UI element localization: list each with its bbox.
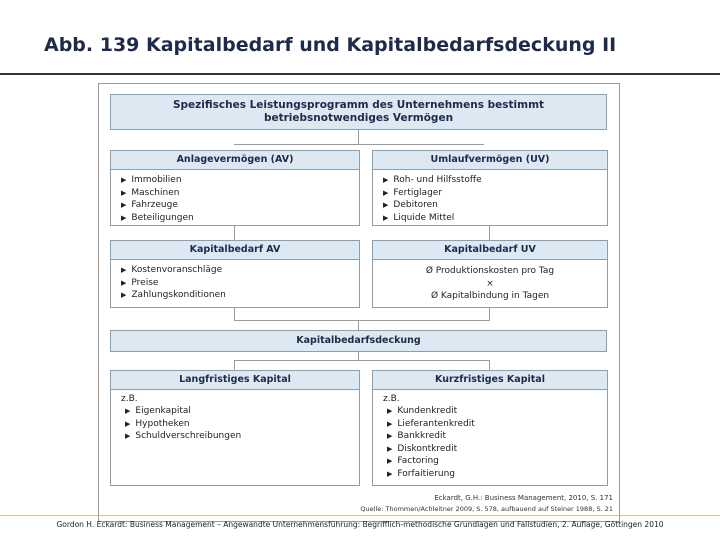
arrow-icon: ▶ [121, 291, 127, 299]
kapitalbedarf-av-box [110, 240, 360, 308]
connector-kurz [489, 360, 490, 370]
connector-av [234, 226, 235, 240]
list-item: ▶ Kostenvoranschläge [121, 265, 223, 275]
list-item: ▶ Schuldverschreibungen [125, 431, 242, 441]
zb-label: z.B. [121, 394, 138, 404]
arrow-icon: ▶ [121, 201, 127, 209]
top-box-line1: Spezifisches Leistungsprogramm des Unternehmens bestimmt [172, 99, 545, 111]
kapitalbindung-text: Ø Kapitalbindung in Tagen [430, 291, 550, 301]
arrow-icon: ▶ [387, 457, 393, 465]
footer-divider [0, 515, 720, 516]
list-item: ▶ Beteiligungen [121, 212, 194, 223]
list-item: ▶ Debitoren [383, 200, 438, 210]
arrow-icon: ▶ [387, 432, 393, 440]
list-item: ▶ Fertiglager [383, 187, 443, 198]
list-item: ▶ Preise [121, 277, 159, 288]
zb-label: z.B. [383, 394, 400, 404]
connector-merge-down [358, 320, 359, 330]
connector-top [358, 130, 359, 144]
kapitalbedarf-uv-box [372, 240, 608, 308]
list-item: ▶ Maschinen [121, 187, 180, 198]
connector-merge [234, 320, 490, 321]
arrow-icon: ▶ [125, 419, 131, 428]
langfristiges-kapital-box [110, 370, 360, 486]
list-item: ▶ Kundenkredit [387, 406, 458, 416]
top-box-line2: betriebsnotwendiges Vermögen [263, 112, 454, 124]
connector-uv [489, 226, 490, 240]
list-item: ▶ Bankkredit [387, 431, 446, 441]
umlaufvermoegen-list [383, 174, 597, 224]
produktionskosten-text: Ø Produktionskosten pro Tag [425, 266, 555, 276]
title-divider [0, 73, 720, 75]
kapitalbedarf-av-list [121, 264, 349, 302]
arrow-icon: ▶ [383, 201, 389, 209]
connector-deckung-branch [234, 360, 490, 361]
anlagevermoegen-title: Anlagevermögen (AV) [111, 151, 359, 170]
arrow-icon: ▶ [121, 266, 127, 274]
source-quelle: Quelle: Thommen/Achleitner 2009, S. 578, aufbauend auf Steiner 1988, S. 21 [360, 505, 613, 513]
arrow-icon: ▶ [121, 188, 127, 197]
list-item: ▶ Diskontkredit [387, 443, 458, 454]
arrow-icon: ▶ [387, 469, 393, 478]
connector-lang [234, 360, 235, 370]
langfristiges-kapital-list [121, 405, 349, 443]
arrow-icon: ▶ [121, 176, 127, 184]
kapitalbedarf-uv-title: Kapitalbedarf UV [373, 241, 607, 260]
arrow-icon: ▶ [383, 176, 389, 184]
kapitalbedarfsdeckung-box [110, 330, 607, 352]
langfristiges-kapital-title: Langfristiges Kapital [111, 371, 359, 390]
umlaufvermoegen-box [372, 150, 608, 226]
connector-av-down [234, 308, 235, 320]
kurzfristiges-kapital-box [372, 370, 608, 486]
top-box [110, 94, 607, 130]
diagram-figure [98, 83, 620, 522]
list-item: ▶ Immobilien [121, 175, 182, 185]
arrow-icon: ▶ [387, 407, 393, 415]
anlagevermoegen-box [110, 150, 360, 226]
anlagevermoegen-list [121, 174, 349, 224]
arrow-icon: ▶ [121, 278, 127, 287]
list-item: ▶ Forfaitierung [387, 468, 456, 479]
list-item: ▶ Fahrzeuge [121, 200, 178, 210]
arrow-icon: ▶ [387, 444, 393, 453]
arrow-icon: ▶ [125, 407, 131, 415]
footer-citation: Gordon H. Eckardt: Business Management – Angewandte Unternehmensführung: Begrifflich-methodische Grundlagen und Fallstudien, 2. Auflage, Göttingen 2010 [56, 520, 664, 529]
umlaufvermoegen-title: Umlaufvermögen (UV) [373, 151, 607, 170]
arrow-icon: ▶ [121, 213, 127, 222]
list-item: ▶ Factoring [387, 456, 439, 466]
list-item: ▶ Hypotheken [125, 418, 190, 429]
kapitalbedarfsdeckung-title: Kapitalbedarfsdeckung [296, 335, 421, 346]
connector-top-branch [234, 144, 484, 145]
connector-deckung-down [358, 352, 359, 360]
multiply-sign: × [486, 278, 494, 289]
source-citation: Eckardt, G.H.: Business Management, 2010, S. 171 [434, 494, 613, 502]
slide-title: Abb. 139 Kapitalbedarf und Kapitalbedarfsdeckung II [44, 34, 617, 56]
list-item: ▶ Liquide Mittel [383, 212, 455, 223]
kapitalbedarf-av-title: Kapitalbedarf AV [111, 241, 359, 260]
arrow-icon: ▶ [383, 188, 389, 197]
arrow-icon: ▶ [383, 213, 389, 222]
list-item: ▶ Zahlungskonditionen [121, 290, 226, 300]
list-item: ▶ Lieferantenkredit [387, 418, 475, 429]
list-item: ▶ Roh- und Hilfsstoffe [383, 175, 482, 185]
connector-uv-down [489, 308, 490, 320]
arrow-icon: ▶ [387, 419, 393, 428]
kurzfristiges-kapital-list [383, 405, 597, 480]
list-item: ▶ Eigenkapital [125, 406, 191, 416]
kurzfristiges-kapital-title: Kurzfristiges Kapital [373, 371, 607, 390]
arrow-icon: ▶ [125, 432, 131, 440]
